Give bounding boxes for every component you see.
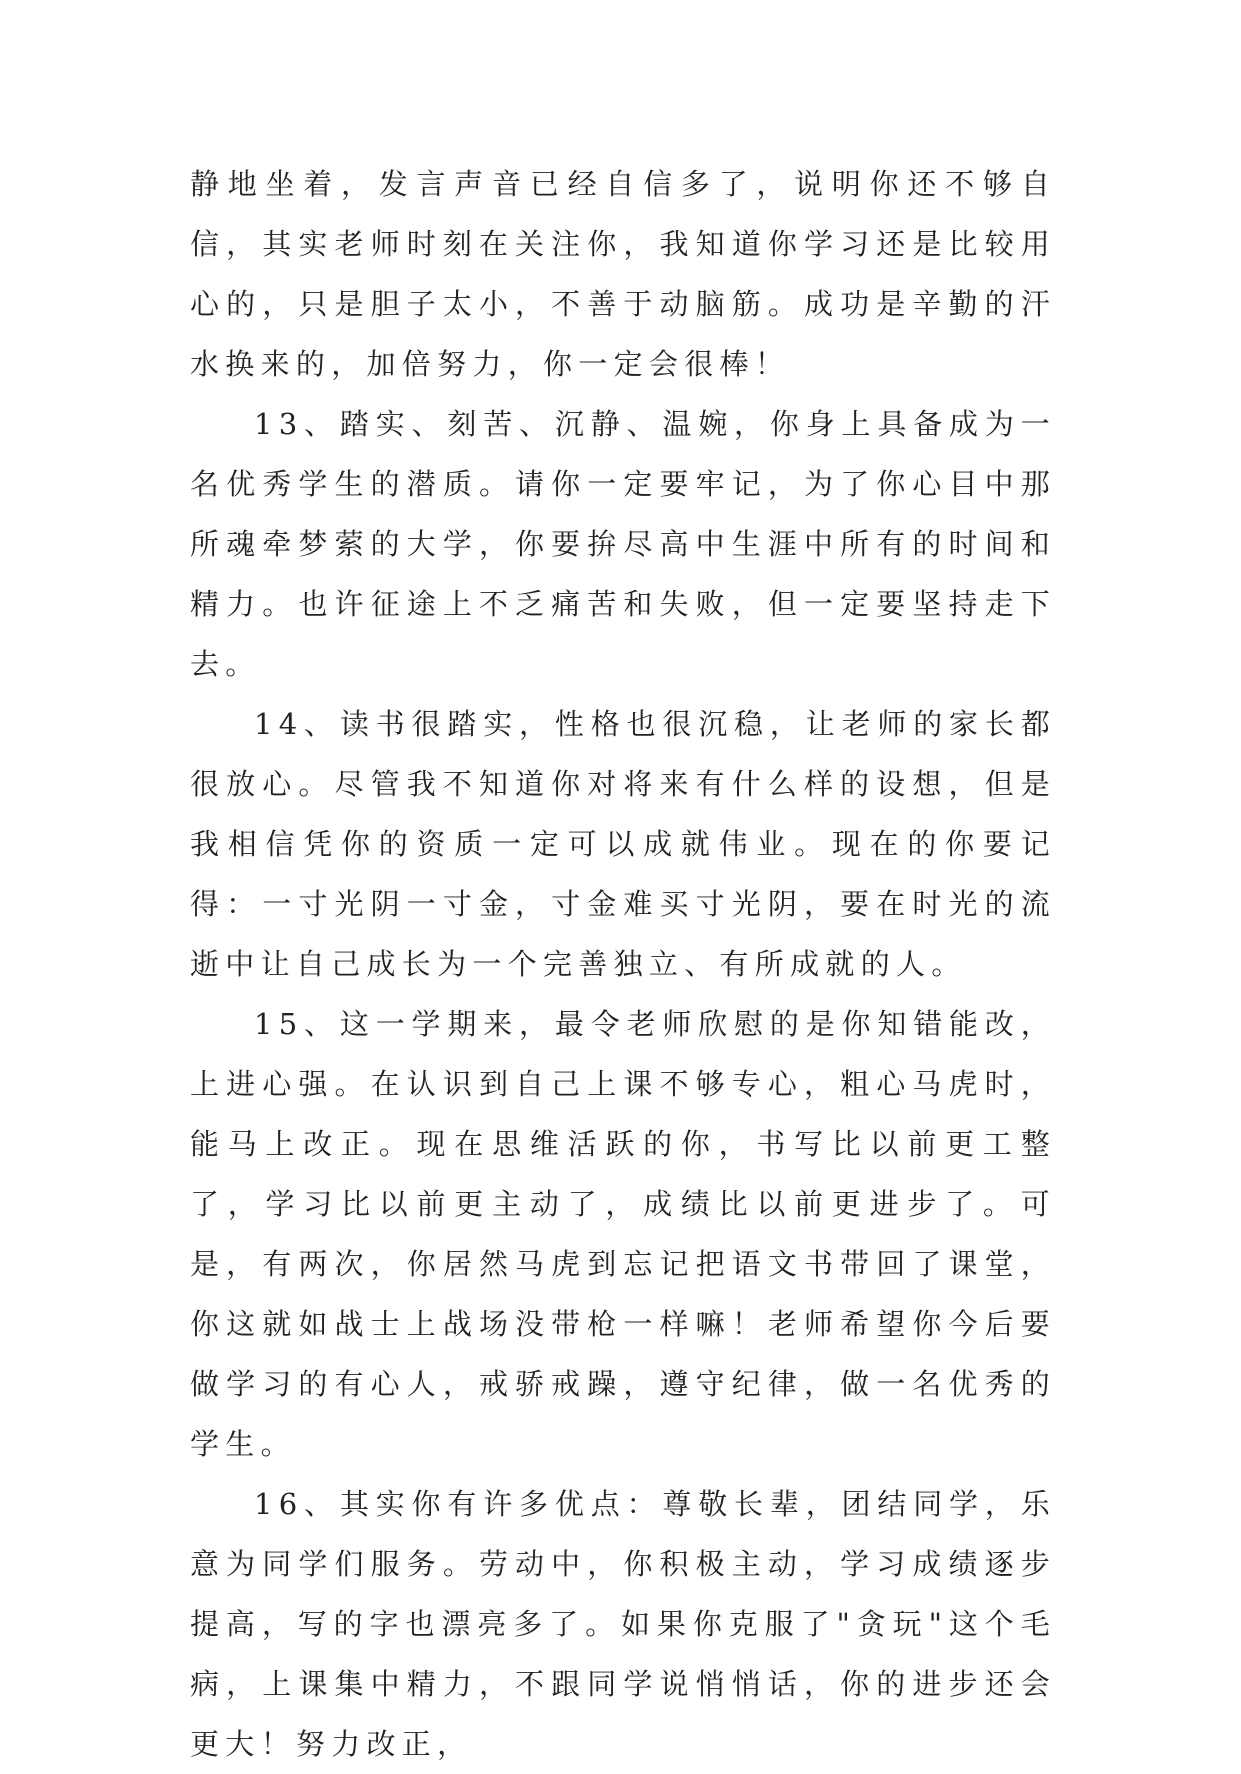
document-page bbox=[190, 154, 1056, 1774]
paragraph-14: 14、读书很踏实，性格也很沉稳，让老师的家长都很放心。尽管我不知道你对将来有什么样的设想，但是我相信凭你的资质一定可以成就伟业。现在的你要记得：一寸光阴一寸金，寸金难买寸光阴，要在时光的流逝中让自己成长为一个完善独立、有所成就的人。 bbox=[190, 707, 1056, 981]
paragraph-15: 15、这一学期来，最令老师欣慰的是你知错能改，上进心强。在认识到自己上课不够专心，粗心马虎时，能马上改正。现在思维活跃的你，书写比以前更工整了，学习比以前更主动了，成绩比以前更进步了。可是，有两次，你居然马虎到忘记把语文书带回了课堂，你这就如战士上战场没带枪一样嘛！老师希望你今后要做学习的有心人，戒骄戒躁，遵守纪律，做一名优秀的学生。 bbox=[190, 1007, 1056, 1461]
paragraph-16: 16、其实你有许多优点：尊敬长辈，团结同学，乐意为同学们服务。劳动中，你积极主动，学习成绩逐步提高，写的字也漂亮多了。如果你克服了"贪玩"这个毛病，上课集中精力，不跟同学说悄悄话，你的进步还会更大！努力改正， bbox=[190, 1487, 1056, 1761]
paragraph-13: 13、踏实、刻苦、沉静、温婉，你身上具备成为一名优秀学生的潜质。请你一定要牢记，为了你心目中那所魂牵梦萦的大学，你要拚尽高中生涯中所有的时间和精力。也许征途上不乏痛苦和失败，但一定要坚持走下去。 bbox=[190, 407, 1056, 681]
paragraph-continued: 静地坐着，发言声音已经自信多了，说明你还不够自信，其实老师时刻在关注你，我知道你学习还是比较用心的，只是胆子太小，不善于动脑筋。成功是辛勤的汗水换来的，加倍努力，你一定会很棒！ bbox=[190, 167, 1056, 381]
